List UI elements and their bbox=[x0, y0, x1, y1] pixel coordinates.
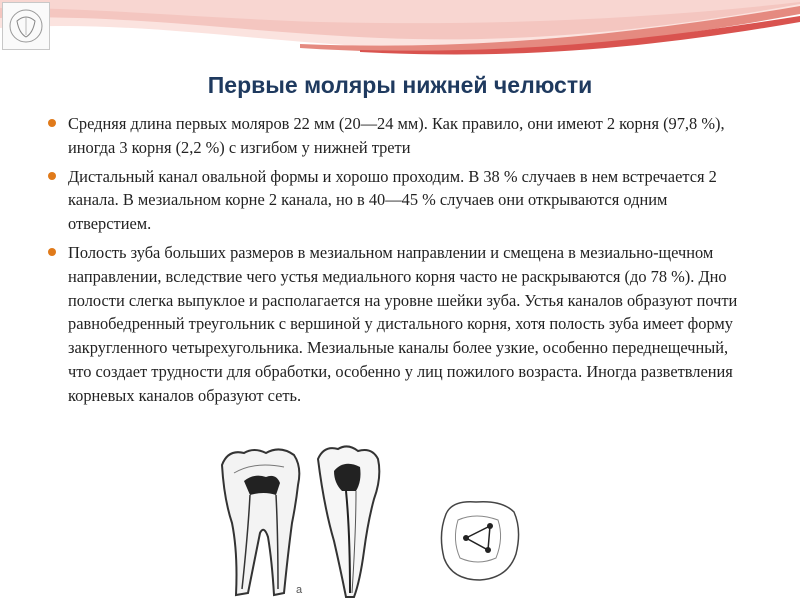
bullet-text: Полость зуба больших размеров в мезиальном направлении и смещена в мезиально-щечном направлении, вследствие чего устья медиального корня часто не раскрываются (до 78 %). Дно полости слегка выпуклое и располагается на уровне шейки зуба. Устья каналов образуют почти равнобедренный треугольник с вершиной у дистального корня, хотя полость зуба имеет форму закругленного четырехугольника. Мезиальные каналы более узкие, особенно переднещечный, что создает трудности для обработки, особенно у лиц пожилого возраста. Иногда разветвления корневых каналов образуют сеть. bbox=[68, 242, 738, 405]
slide-title: Первые моляры нижней челюсти bbox=[207, 72, 593, 98]
bullet-item bbox=[48, 112, 750, 160]
corner-logo-icon bbox=[3, 3, 49, 49]
figure-label: а bbox=[296, 584, 303, 596]
bullet-item bbox=[48, 165, 750, 236]
bullet-list bbox=[48, 112, 750, 413]
header-wave-band bbox=[0, 0, 800, 72]
bullet-item bbox=[48, 241, 750, 408]
bullet-text: Средняя длина первых моляров 22 мм (20—24 мм). Как правило, они имеют 2 корня (97,8 %), иногда 3 корня (2,2 %) с изгибом у нижней трети bbox=[68, 114, 725, 157]
bullet-marker-icon bbox=[48, 248, 56, 256]
bullet-text: Дистальный канал овальной формы и хорошо проходим. В 38 % случаев в нем встречается 2 канала. В мезиальном корне 2 канала, но в 40—45 % случаев они открываются одним отверстием. bbox=[68, 166, 717, 234]
tooth-crown-icon bbox=[436, 496, 522, 586]
bullet-marker-icon bbox=[48, 172, 56, 180]
corner-logo bbox=[2, 2, 50, 50]
tooth-canal-icon bbox=[312, 441, 384, 600]
tooth-section-icon bbox=[214, 443, 306, 600]
bullet-marker-icon bbox=[48, 119, 56, 127]
